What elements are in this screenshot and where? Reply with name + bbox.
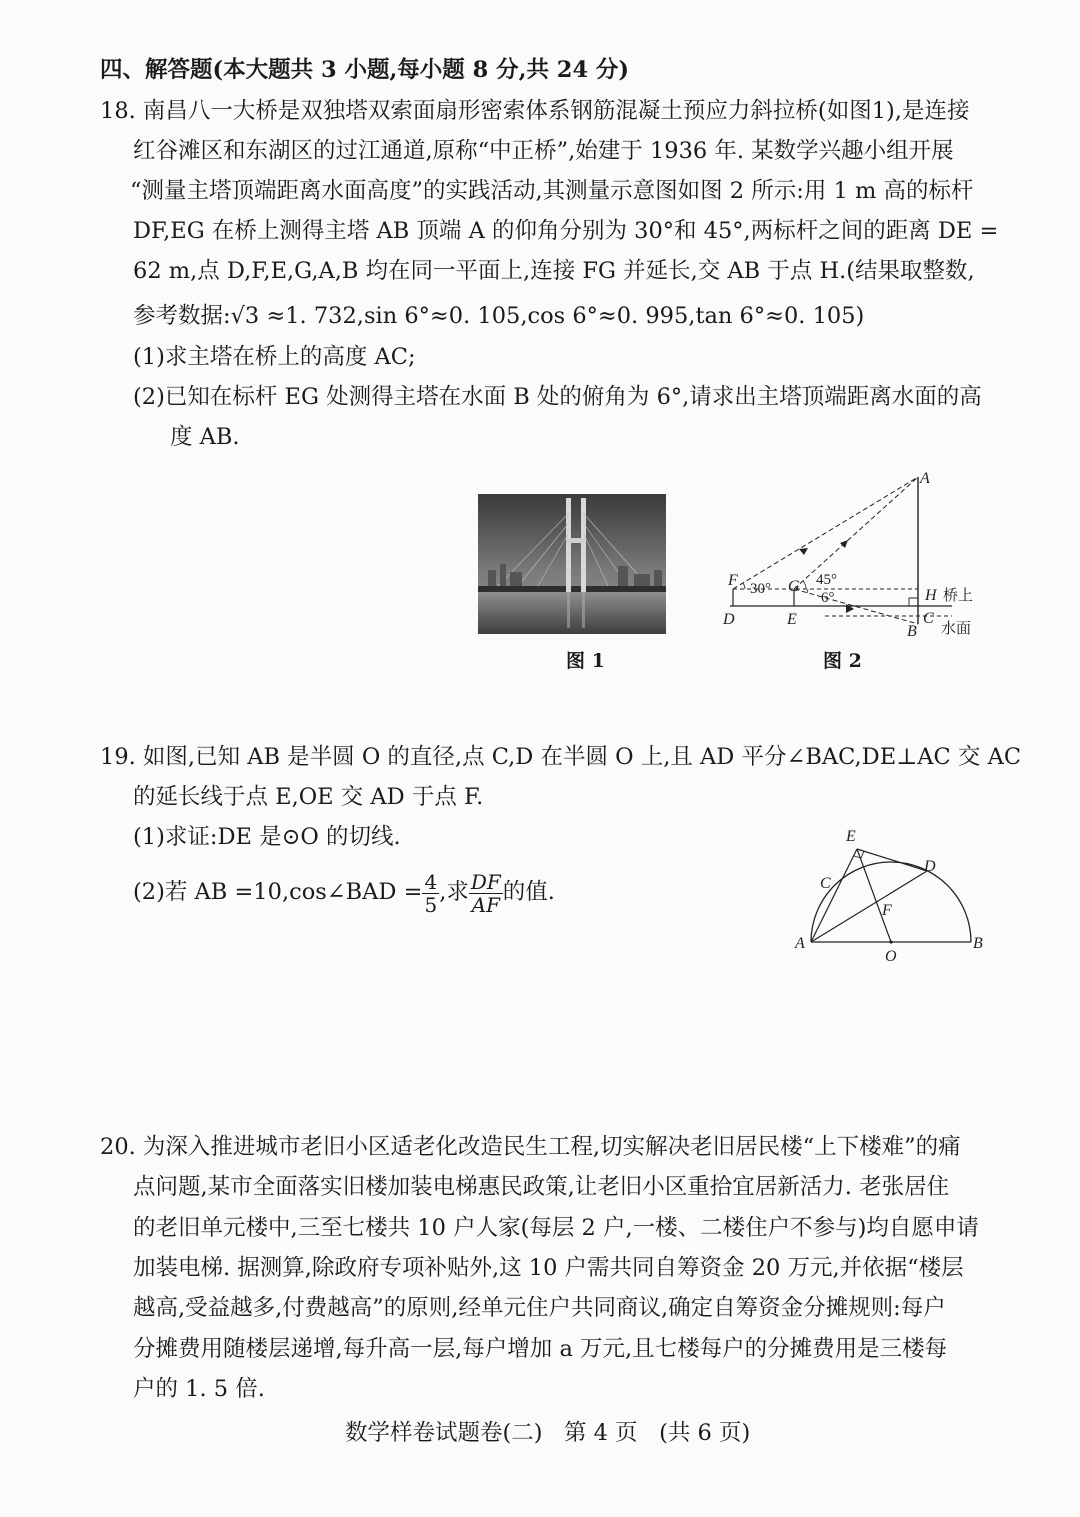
q19-line: 19. 如图,已知 AB 是半圆 O 的直径,点 C,D 在半圆 O 上,且 AD 平分∠BAC,DE⊥AC 交 AC: [100, 744, 1022, 770]
q18-line: 参考数据:√3 ≈1. 732,sin 6°≈0. 105,cos 6°≈0. 995,tan 6°≈0. 105): [133, 303, 865, 329]
label-A: A: [795, 935, 805, 952]
frac-numerator: 4: [424, 869, 438, 894]
label-D: D: [723, 611, 735, 628]
label-angle-6: 6°: [821, 590, 835, 606]
frac-denominator: 5: [424, 892, 438, 917]
fraction-DF-AF: [469, 871, 503, 916]
label-G: G: [788, 578, 800, 595]
q20-line: 的老旧单元楼中,三至七楼共 10 户人家(每层 2 户,一楼、二楼住户不参与)均自愿申请: [133, 1215, 979, 1241]
sight-line-GA: [794, 477, 918, 589]
q18-line: “测量主塔顶端距离水面高度”的实践活动,其测量示意图如图 2 所示:用 1 m 高的标杆: [130, 178, 974, 204]
arrow-icon: [799, 548, 808, 555]
frac-numerator: DF: [470, 869, 501, 894]
q19-line: 的延长线于点 E,OE 交 AD 于点 F.: [133, 784, 484, 810]
page-footer: 数学样卷试题卷(二) 第 4 页 (共 6 页): [345, 1420, 751, 1446]
label-F: F: [882, 902, 892, 919]
figure-q19-semicircle: [790, 820, 990, 970]
label-angle-45: 45°: [816, 572, 837, 588]
section-header: 四、解答题(本大题共 3 小题,每小题 8 分,共 24 分): [100, 57, 630, 83]
q18-part1: (1)求主塔在桥上的高度 AC;: [133, 344, 416, 370]
fraction-4-5: [422, 871, 439, 916]
label-C: C: [820, 875, 831, 892]
label-E: E: [846, 828, 856, 845]
line-ED: [857, 849, 927, 871]
q18-part2: (2)已知在标杆 EG 处测得主塔在水面 B 处的俯角为 6°,请求出主塔顶端距离水面的高: [133, 384, 982, 410]
label-B: B: [907, 623, 917, 640]
q20-line: 20. 为深入推进城市老旧小区适老化改造民生工程,切实解决老旧居民楼“上下楼难”的痛: [100, 1134, 961, 1160]
figure-2-diagram: [715, 465, 995, 645]
q20-line: 点问题,某市全面落实旧楼加装电梯惠民政策,让老旧小区重拾宜居新活力. 老张居住: [133, 1174, 950, 1200]
label-E: E: [787, 611, 797, 628]
figure-1-caption: 图 1: [566, 650, 605, 672]
label-D: D: [924, 858, 936, 875]
label-water: 水面: [941, 619, 972, 637]
q18-line: DF,EG 在桥上测得主塔 AB 顶端 A 的仰角分别为 30°和 45°,两标杆之间的距离 DE =: [133, 218, 999, 244]
q19-part2-suffix: 的值.: [502, 879, 555, 905]
frac-denominator: AF: [471, 892, 500, 917]
q20-line: 户的 1. 5 倍.: [133, 1376, 265, 1402]
q18-part2-cont: 度 AB.: [170, 424, 240, 450]
right-angle-marker: [909, 598, 918, 606]
label-F: F: [728, 572, 738, 589]
q19-part2-prefix: (2)若 AB =10,cos∠BAD =: [133, 879, 423, 905]
figure-1-bridge-photo: [478, 494, 666, 634]
label-O: O: [885, 948, 897, 965]
arrow-icon: [846, 604, 854, 613]
label-H: H: [925, 587, 937, 604]
label-C: C: [923, 610, 934, 627]
figure-2-caption: 图 2: [823, 650, 862, 672]
q19-part1: (1)求证:DE 是⊙O 的切线.: [133, 824, 401, 850]
q20-line: 越高,受益越多,付费越高”的原则,经单元住户共同商议,确定自筹资金分摊规则:每户: [133, 1295, 946, 1321]
q18-line: 18. 南昌八一大桥是双独塔双索面扇形密索体系钢筋混凝土预应力斜拉桥(如图1),是连接: [100, 98, 970, 124]
arrow-icon: [840, 540, 848, 548]
q18-line: 62 m,点 D,F,E,G,A,B 均在同一平面上,连接 FG 并延长,交 AB 于点 H.(结果取整数,: [133, 258, 975, 284]
label-A: A: [920, 470, 930, 487]
q20-line: 分摊费用随楼层递增,每升高一层,每户增加 a 万元,且七楼每户的分摊费用是三楼每: [133, 1336, 948, 1362]
q18-line: 红谷滩区和东湖区的过江通道,原称“中正桥”,始建于 1936 年. 某数学兴趣小组开展: [133, 138, 954, 164]
label-bridge: 桥上: [943, 586, 974, 604]
label-B: B: [973, 935, 983, 952]
q20-line: 加装电梯. 据测算,除政府专项补贴外,这 10 户需共同自筹资金 20 万元,并依据“楼层: [133, 1255, 964, 1281]
label-angle-30: 30°: [750, 581, 771, 597]
q19-part2-mid: ,求: [439, 879, 469, 905]
q19-part2: [133, 870, 555, 916]
